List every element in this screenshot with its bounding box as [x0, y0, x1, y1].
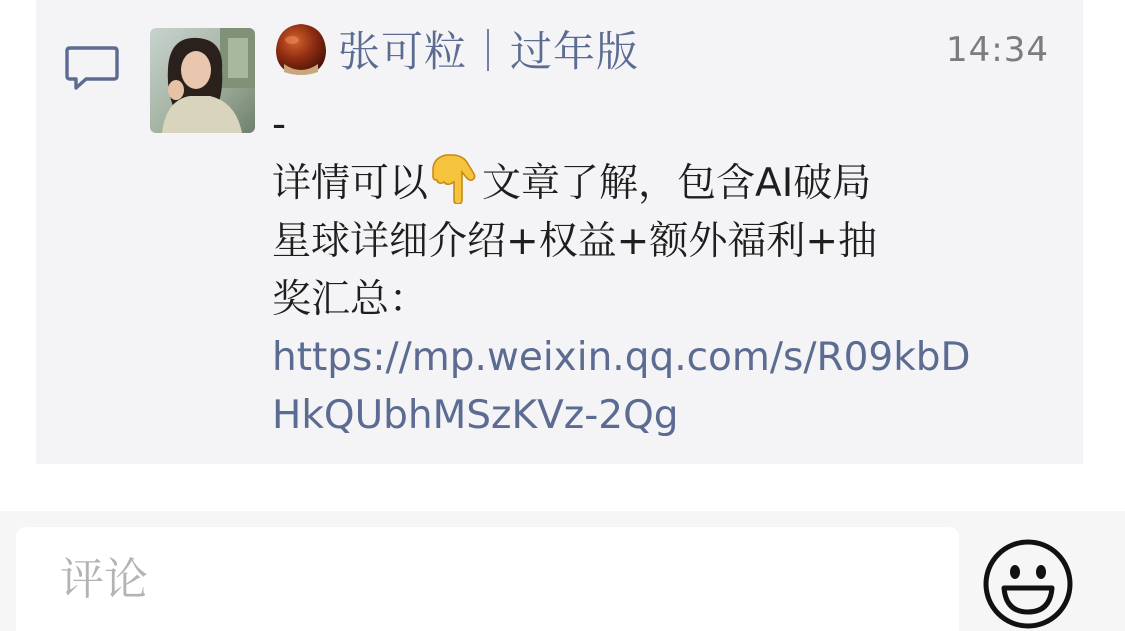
author-name: 张可粒｜过年版 [338, 27, 640, 76]
comment-body [272, 96, 1052, 445]
comment-time: 14:34 [946, 30, 1049, 70]
comment-bubble-icon [64, 44, 120, 94]
article-link-line-1: https://mp.weixin.qq.com/s/R09kbD [272, 335, 971, 380]
body-line-3: 奖汇总： [272, 277, 429, 322]
avatar[interactable] [150, 28, 255, 133]
comment-input[interactable] [16, 527, 959, 631]
article-link-line-2: HkQUbhMSzKVz-2Qg [272, 393, 679, 438]
article-link[interactable] [272, 329, 1052, 445]
avatar-photo [150, 28, 255, 133]
pointing-down-hand-emoji [432, 154, 478, 204]
body-line-1-after: 文章了解，包含AI破局 [482, 161, 872, 206]
body-line-1 [272, 154, 1052, 213]
smiley-face-icon[interactable] [980, 536, 1076, 631]
body-line-2: 星球详细介绍+权益+额外福利+抽 [272, 219, 878, 264]
body-dash: - [272, 102, 287, 147]
body-line-1-before: 详情可以 [272, 161, 429, 206]
chestnut-icon [272, 20, 330, 78]
author-name-row[interactable] [272, 18, 639, 80]
